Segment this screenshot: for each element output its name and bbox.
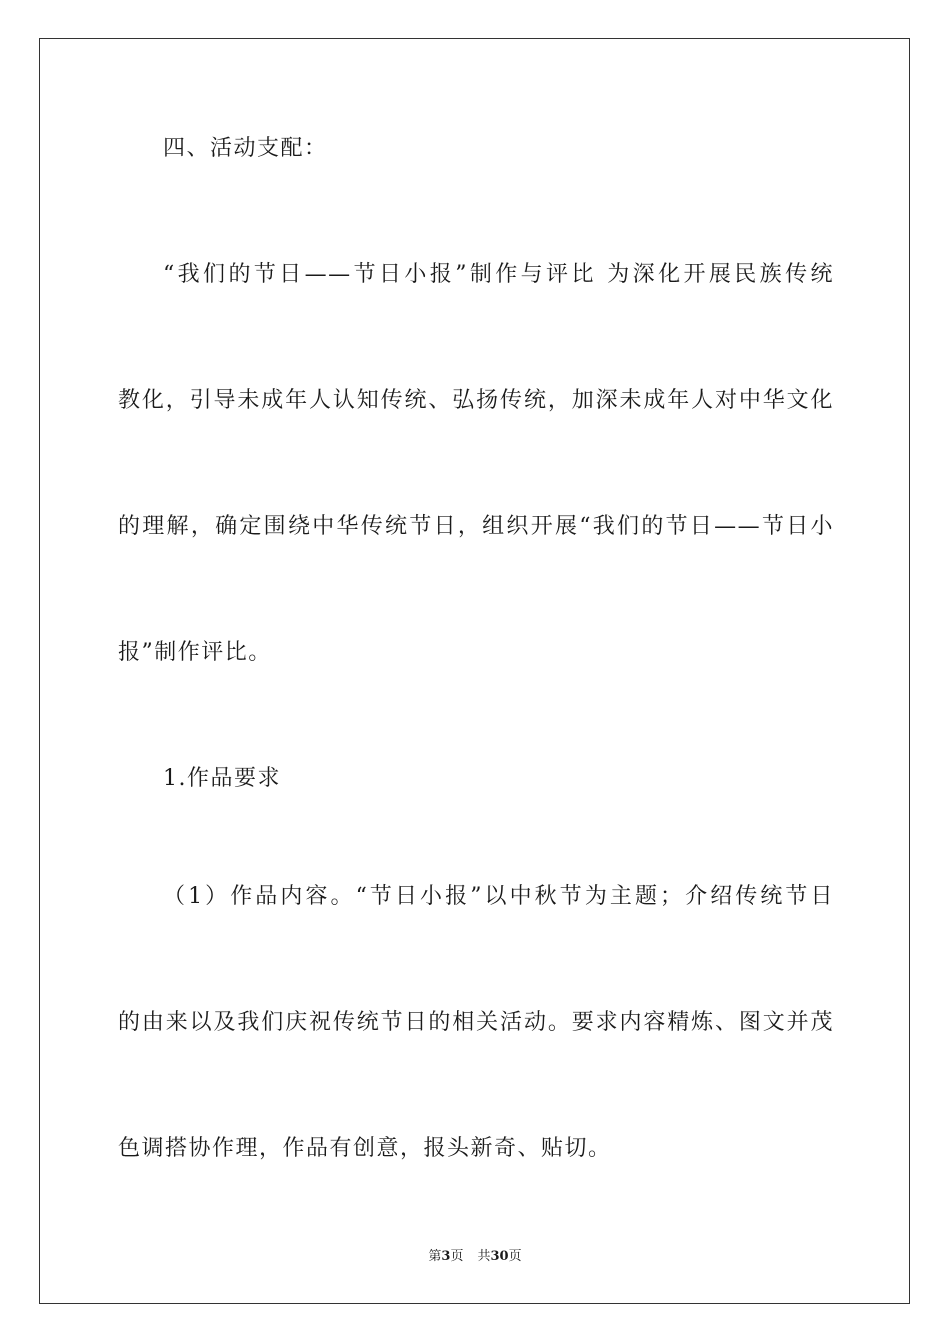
page-number: 3 [441,1249,451,1264]
total-suffix: 页 [508,1249,522,1264]
body-line-1: “我们的节日——节日小报”制作与评比 为深化开展民族传统 [163,262,834,287]
body-line-2: 教化，引导未成年人认知传统、弘扬传统，加深未成年人对中华文化 [118,388,834,413]
body-line-7: 色调搭协作理，作品有创意，报头新奇、贴切。 [118,1136,612,1161]
page-border [39,38,910,1304]
page-prefix: 第 [428,1249,442,1264]
body-line-3: 的理解，确定围绕中华传统节日，组织开展“我们的节日——节日小 [118,514,834,539]
subheading-requirements: 1.作品要求 [163,766,281,791]
total-prefix: 共 [477,1249,491,1264]
page-suffix: 页 [450,1249,464,1264]
total-pages: 30 [490,1249,509,1264]
body-line-6: 的由来以及我们庆祝传统节日的相关活动。要求内容精炼、图文并茂 [118,1010,834,1035]
section-heading: 四、活动支配： [163,136,328,161]
body-line-5: （1）作品内容。“节日小报”以中秋节为主题；介绍传统节日 [163,884,834,909]
body-line-4: 报”制作评比。 [118,640,272,665]
page-footer [0,1249,950,1265]
